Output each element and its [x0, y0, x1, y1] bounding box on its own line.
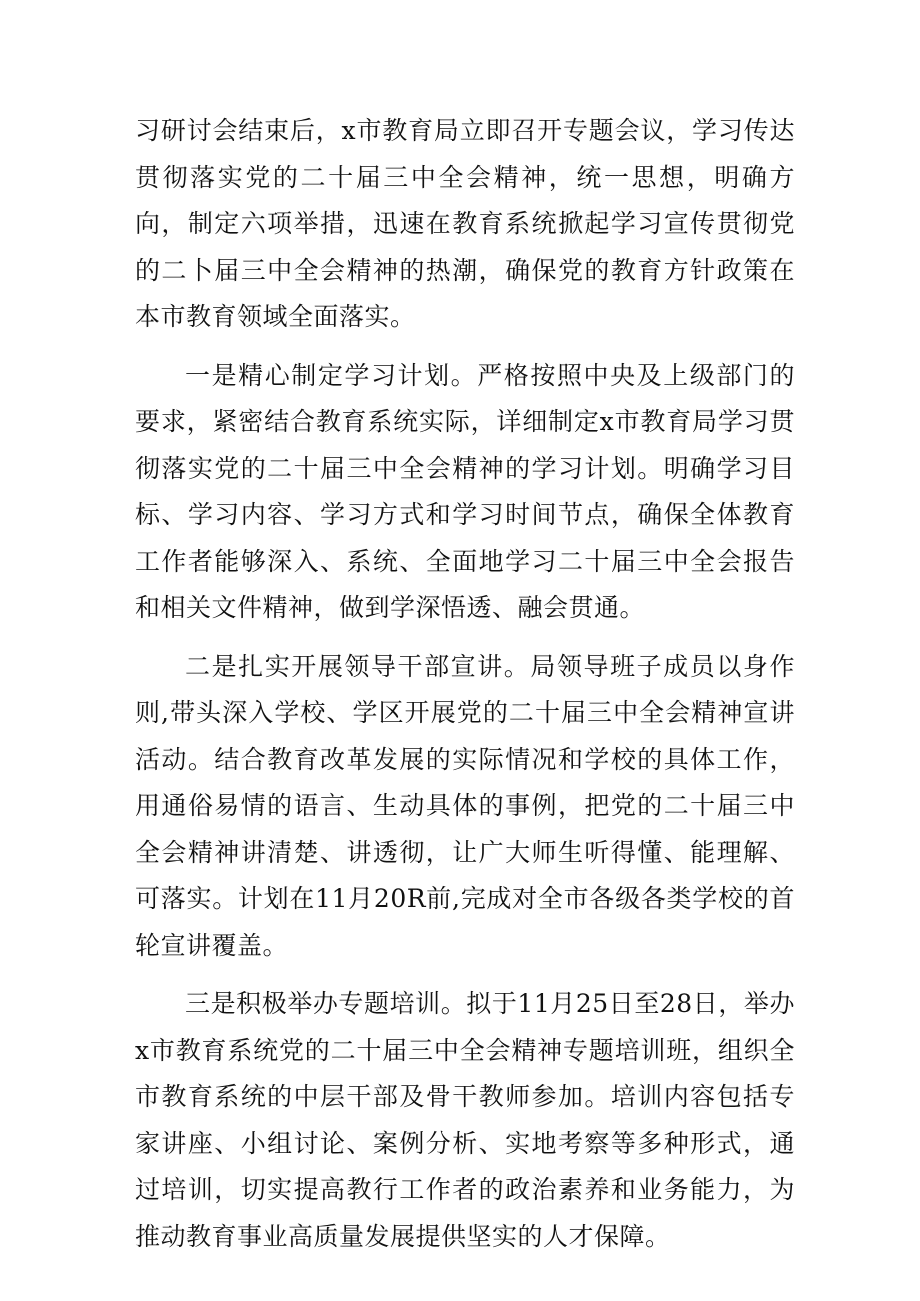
paragraph-item-3: 三是积极举办专题培训。拟于11月25日至28日，举办x市教育系统党的二十届三中全会精神专题培训班，组织全市教育系统的中层干部及骨干教师参加。培训内容包括专家讲座、小组讨论、案例分析、实地考察等多种形式，通过培训，切实提高教行工作者的政治素养和业务能力，为推动教育事业高质量发展提供坚实的人才保障。	[135, 989, 795, 1251]
document-body	[135, 108, 795, 1272]
paragraph-intro: 习研讨会结束后，x市教育局立即召开专题会议，学习传达贯彻落实党的二十届三中全会精神，统一思想，明确方向，制定六项举措，迅速在教育系统掀起学习宣传贯彻党的二卜届三中全会精神的热潮，确保党的教育方针政策在本市教育领域全面落实。	[135, 116, 795, 331]
paragraph-item-2: 二是扎实开展领导干部宣讲。局领导班子成员以身作则,带头深入学校、学区开展党的二十届三中全会精神宣讲活动。结合教育改革发展的实际情况和学校的具体工作，用通俗易情的语言、生动具体的事例，把党的二十届三中全会精神讲清楚、讲透彻，让广大师生听得懂、能理解、可落实。计划在11月20R前,完成对全市各级各类学校的首轮宣讲覆盖。	[135, 651, 795, 960]
paragraph-item-1: 一是精心制定学习计划。严格按照中央及上级部门的要求，紧密结合教育系统实际，详细制定x市教育局学习贯彻落实党的二十届三中全会精神的学习计划。明确学习目标、学习内容、学习方式和学习时间节点，确保全体教育工作者能够深入、系统、全面地学习二十届三中全会报告和相关文件精神，做到学深悟透、融会贯通。	[135, 360, 795, 622]
